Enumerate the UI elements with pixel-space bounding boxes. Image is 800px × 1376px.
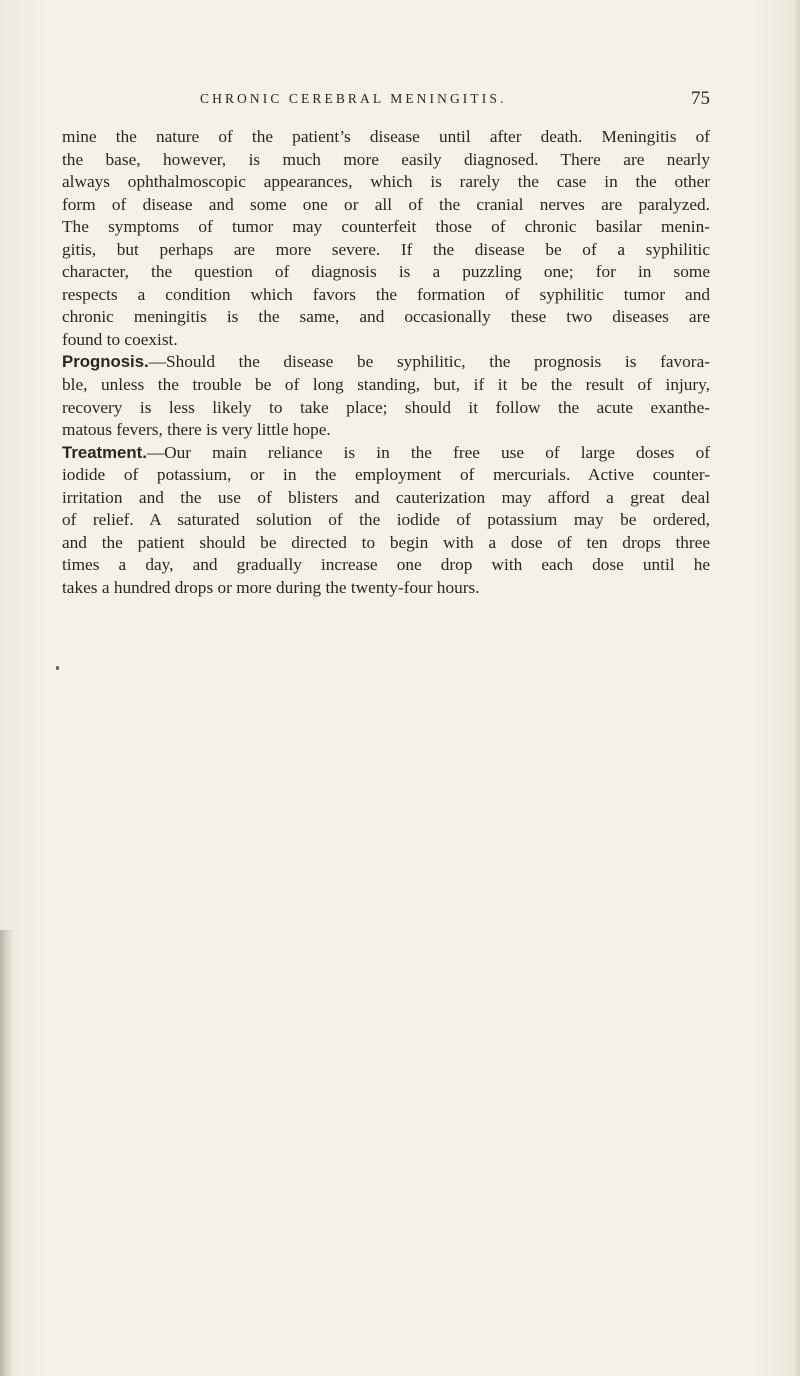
page-gutter-shadow [0, 930, 14, 1376]
text-line: times a day, and gradually increase one drop with each dose until he [62, 555, 710, 575]
text-line: gitis, but perhaps are more severe. If the disease be of a syphilitic [62, 239, 710, 259]
prognosis-heading: Prognosis. [62, 352, 149, 372]
ink-speck [56, 666, 59, 670]
text-line: character, the question of diagnosis is a puzzling one; for in some [62, 262, 710, 282]
text-line: of relief. A saturated solution of the iodide of potassium may be ordered, [62, 510, 710, 530]
body-text [62, 126, 710, 599]
text-line: irritation and the use of blisters and cauterization may afford a great deal [62, 487, 710, 507]
text-line: always ophthalmoscopic appearances, which is rarely the case in the other [62, 172, 710, 192]
treatment-first-line-text: —Our main reliance is in the free use of large doses of [146, 442, 710, 462]
page-number: 75 [691, 88, 710, 109]
running-head: CHRONIC CEREBRAL MENINGITIS. [200, 91, 507, 106]
text-line: The symptoms of tumor may counterfeit those of chronic basilar menin- [62, 217, 710, 237]
treatment-first-line [62, 442, 710, 465]
text-line: respects a condition which favors the formation of syphilitic tumor and [62, 284, 710, 304]
text-line: recovery is less likely to take place; should it follow the acute exanthe- [62, 397, 710, 417]
text-line: takes a hundred drops or more during the twenty-four hours. [62, 577, 480, 597]
text-line: chronic meningitis is the same, and occasionally these two diseases are [62, 307, 710, 327]
page-edge [794, 0, 800, 1376]
text-line: and the patient should be directed to begin with a dose of ten drops three [62, 532, 710, 552]
treatment-heading: Treatment. [62, 442, 147, 462]
text-line: the base, however, is much more easily diagnosed. There are nearly [62, 149, 710, 169]
text-line: found to coexist. [62, 329, 178, 349]
text-line: matous fevers, there is very little hope. [62, 420, 331, 440]
prognosis-first-line [62, 351, 710, 374]
text-line: ble, unless the trouble be of long standing, but, if it be the result of injury, [62, 375, 710, 395]
page-header [60, 88, 710, 114]
text-line: iodide of potassium, or in the employment of mercurials. Active counter- [62, 465, 710, 485]
text-line: mine the nature of the patient’s disease until after death. Meningitis of [62, 127, 710, 146]
prognosis-first-line-text: —Should the disease be syphilitic, the prognosis is favora- [148, 352, 710, 372]
text-line: form of disease and some one or all of the cranial nerves are paralyzed. [62, 194, 710, 214]
